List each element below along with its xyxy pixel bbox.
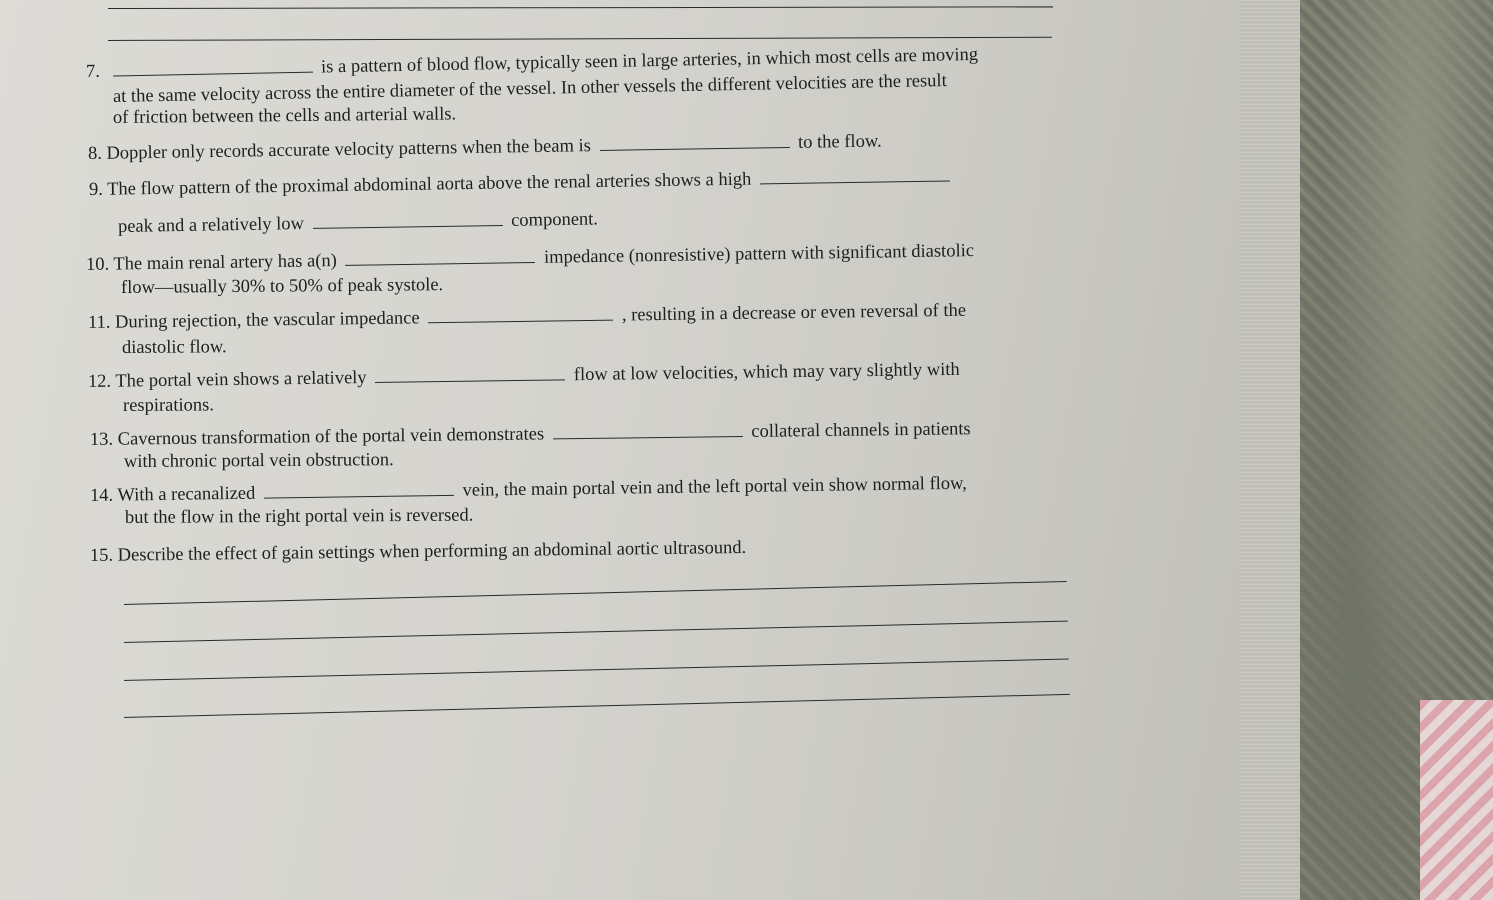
q9-blank-2[interactable] <box>312 211 502 229</box>
q9-text-2-after: component. <box>510 209 599 231</box>
q9-text-2-before: peak and a relatively low <box>117 214 305 237</box>
q13-blank[interactable] <box>553 422 743 439</box>
q12-text-2: respirations. <box>122 395 215 416</box>
q11-text-2: diastolic flow. <box>121 337 227 358</box>
q7-text-3: of friction between the cells and arterial walls. <box>112 104 457 128</box>
q12-line-2 <box>123 395 214 417</box>
q14-line-2 <box>125 506 473 529</box>
q8-text-before: 8. Doppler only records accurate velocity patterns when the beam is <box>87 136 592 164</box>
q10-text-after: impedance (nonresistive) pattern with significant diastolic <box>543 241 975 268</box>
q10-blank[interactable] <box>345 248 535 266</box>
q13-text-after: collateral channels in patients <box>751 419 971 442</box>
q7-number: 7. <box>85 61 101 82</box>
q8-text-after: to the flow. <box>797 131 882 153</box>
q14-text-after: vein, the main portal vein and the left portal vein show normal flow, <box>462 473 967 501</box>
q13-line-2 <box>124 450 394 473</box>
q14-blank[interactable] <box>264 481 454 499</box>
page-stack-edge <box>1240 0 1300 900</box>
q12-text-before: 12. The portal vein shows a relatively <box>87 368 367 392</box>
q10-text-before: 10. The main renal artery has a(n) <box>85 251 337 275</box>
q7-text-1: is a pattern of blood flow, typically seen in large arteries, in which most cells are moving <box>320 44 979 78</box>
q11-text-after: , resulting in a decrease or even reversal of the <box>621 300 967 326</box>
q10-text-2: flow—usually 30% to 50% of peak systole. <box>120 275 444 298</box>
q10-line-2 <box>121 275 443 299</box>
background-pink-cloth <box>1420 700 1493 900</box>
q11-line-2 <box>122 337 227 359</box>
q11-text-before: 11. During rejection, the vascular impedance <box>87 308 420 333</box>
q9-text-before: 9. The flow pattern of the proximal abdominal aorta above the renal arteries shows a high <box>88 169 752 200</box>
q7-text-2: at the same velocity across the entire diameter of the vessel. In other vessels the different velocities are the result <box>112 70 947 107</box>
q11-blank[interactable] <box>428 306 613 324</box>
q13-text-2: with chronic portal vein obstruction. <box>123 450 394 472</box>
q7-line-3 <box>113 104 456 129</box>
q14-text-before: 14. With a recanalized <box>89 483 256 506</box>
q15-text: 15. Describe the effect of gain settings when performing an abdominal aortic ultrasound. <box>89 537 747 566</box>
q8-blank[interactable] <box>599 133 789 151</box>
q9-blank-1[interactable] <box>760 166 950 184</box>
q14-text-2: but the flow in the right portal vein is reversed. <box>124 505 474 528</box>
q12-text-after: flow at low velocities, which may vary slightly with <box>573 359 960 386</box>
q13-text-before: 13. Cavernous transformation of the portal vein demonstrates <box>89 424 545 450</box>
q12-blank[interactable] <box>375 365 565 383</box>
q7-blank[interactable] <box>112 58 312 77</box>
